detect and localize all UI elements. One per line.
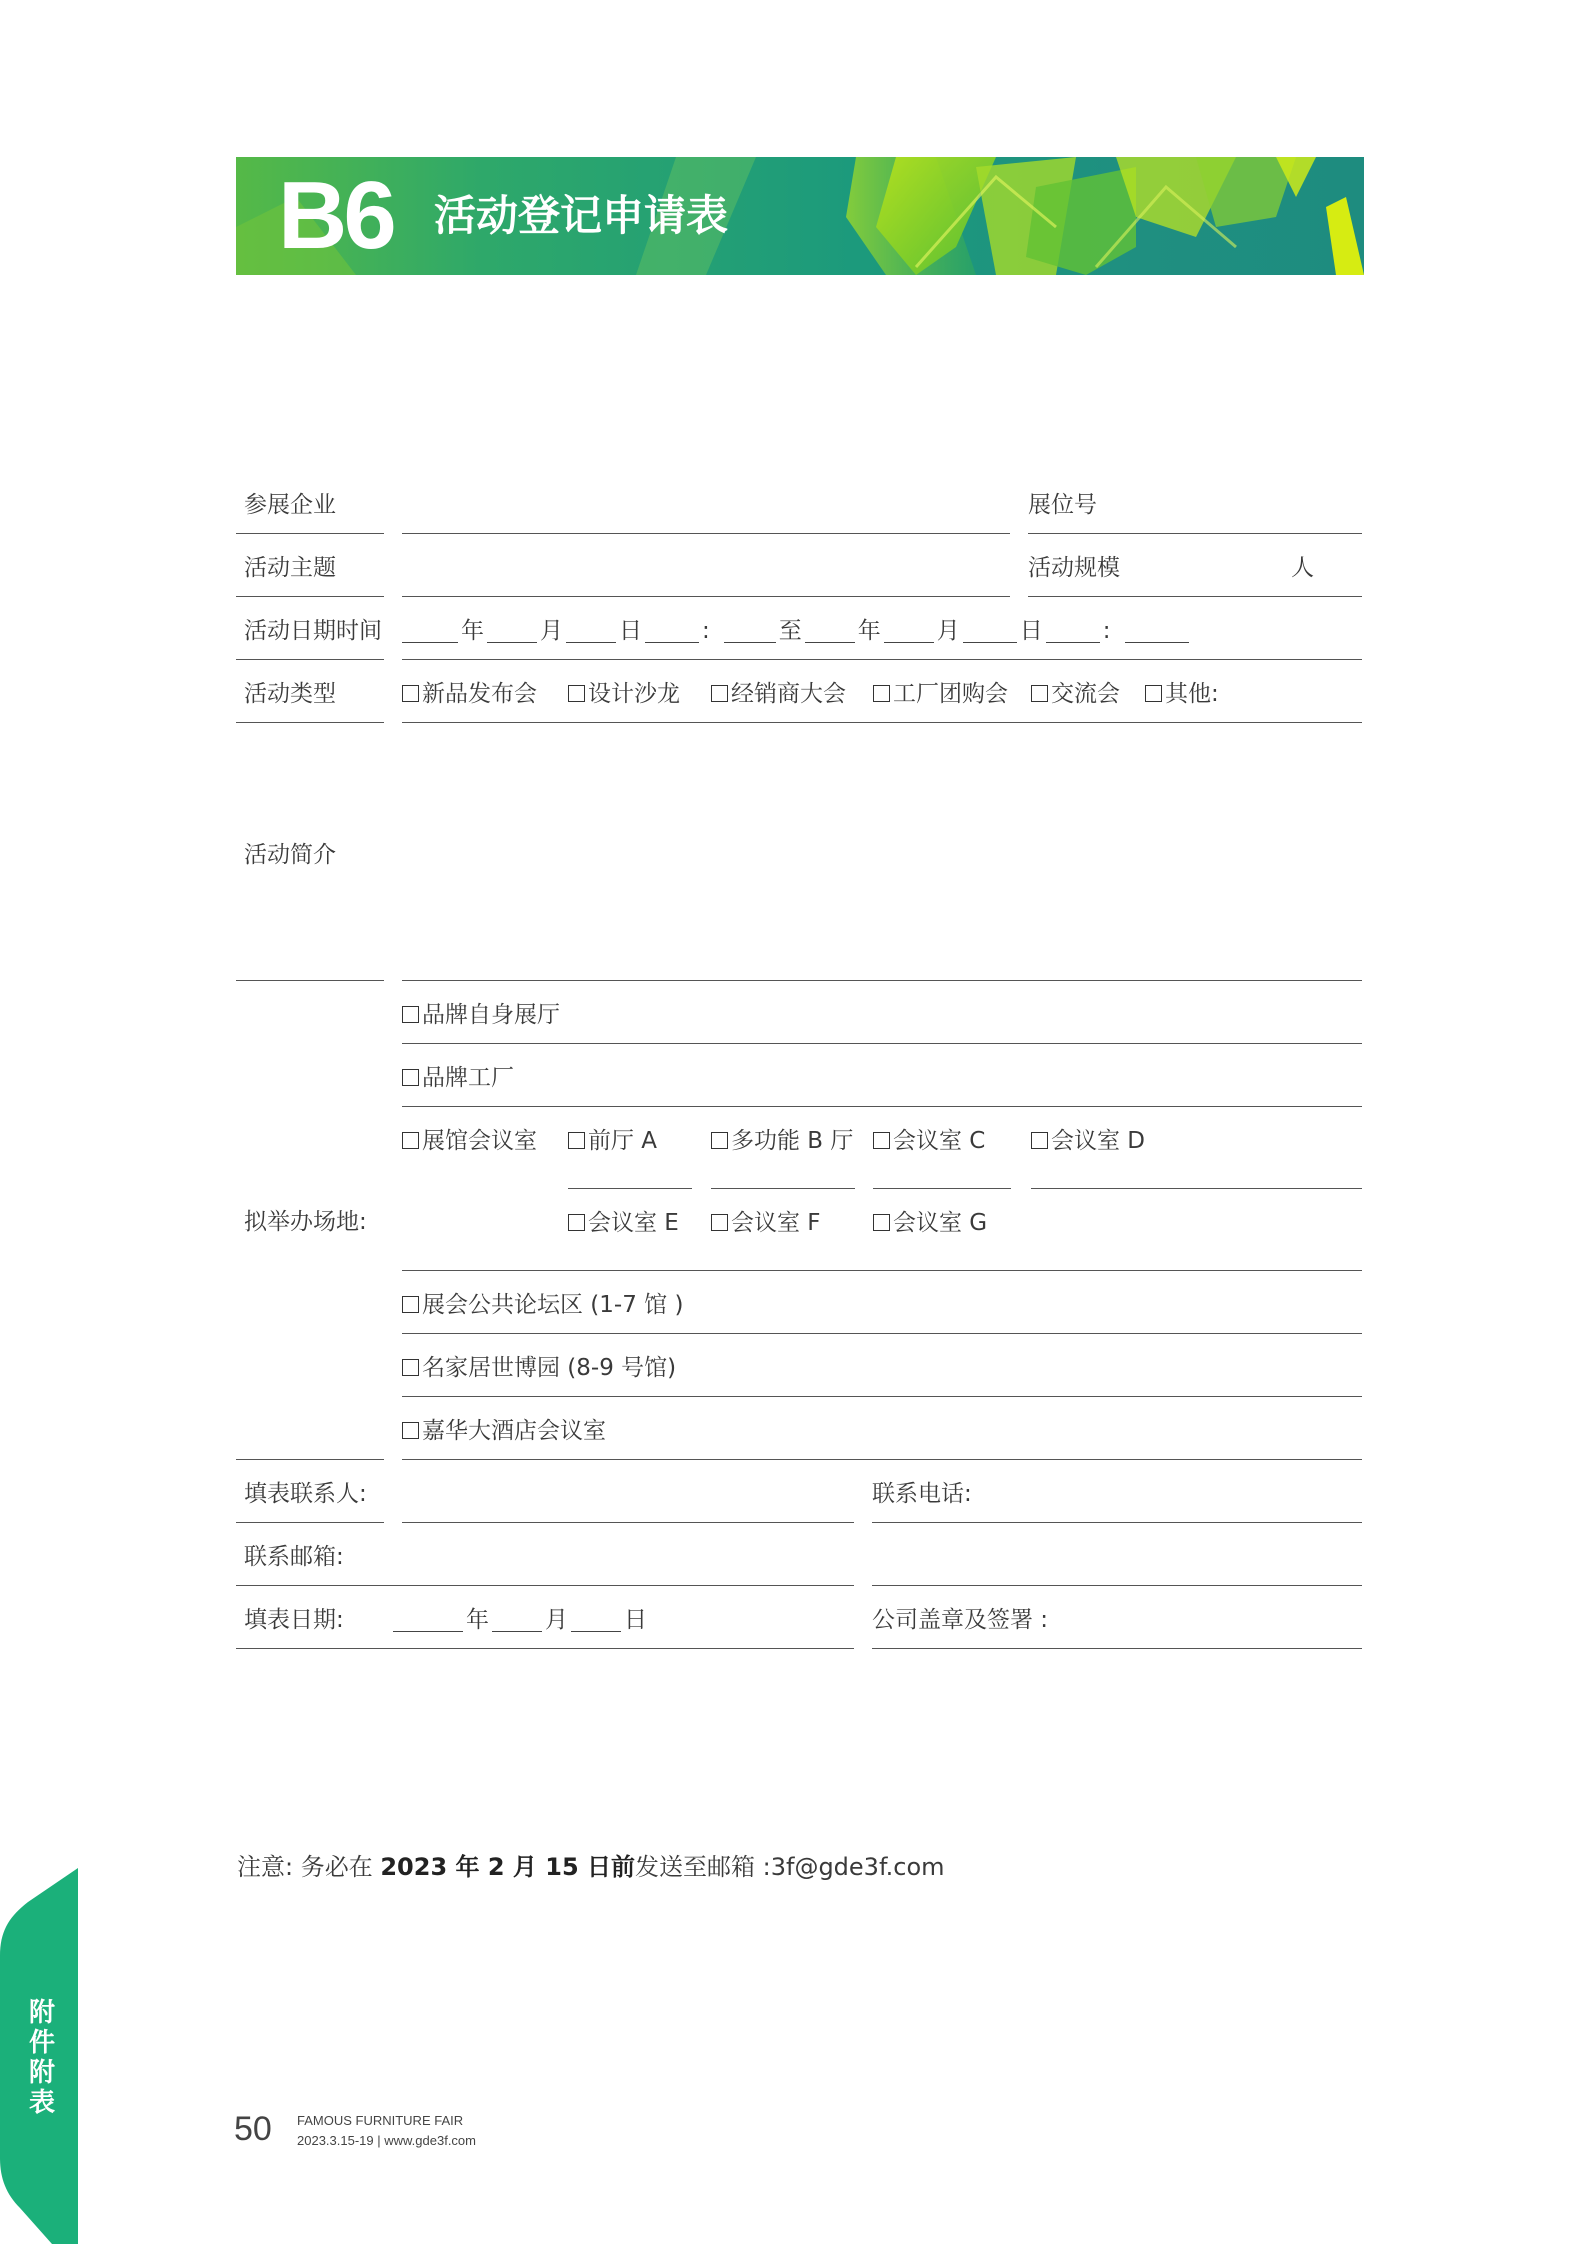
divider [402, 722, 1362, 723]
submission-notice [237, 1855, 945, 1879]
banner-decoration [236, 157, 1364, 275]
checkbox[interactable] [402, 685, 419, 702]
fill-year-blank[interactable] [393, 1611, 463, 1632]
phone-field[interactable] [872, 1522, 1362, 1523]
start-month-blank[interactable] [487, 622, 537, 643]
checkbox[interactable] [568, 1214, 585, 1231]
checkbox[interactable] [402, 1422, 419, 1439]
fair-info: 2023.3.15-19 | www.gde3f.com [297, 2133, 476, 2148]
theme-label: 活动主题 [244, 555, 336, 581]
checkbox[interactable] [568, 685, 585, 702]
fill-month-unit: 月 [545, 1607, 568, 1633]
room-multi-b[interactable]: 多功能 B 厅 [711, 1130, 853, 1153]
contact-field[interactable] [402, 1522, 854, 1523]
page-title: 活动登记申请表 [434, 191, 729, 240]
venue-label: 拟举办场地: [244, 1209, 367, 1235]
fill-month-blank[interactable] [492, 1611, 542, 1632]
checkbox[interactable] [711, 1132, 728, 1149]
datetime-label: 活动日期时间 [244, 618, 382, 644]
divider [711, 1188, 855, 1189]
theme-field[interactable] [402, 596, 1010, 597]
venue-expo-park[interactable]: 名家居世博园 (8-9 号馆) [402, 1357, 676, 1380]
contact-label: 填表联系人: [244, 1481, 367, 1507]
checkbox[interactable] [873, 1214, 890, 1231]
email-field[interactable] [236, 1585, 854, 1586]
room-f[interactable]: 会议室 F [711, 1212, 821, 1235]
end-hour-blank[interactable] [1046, 622, 1100, 643]
end-month-blank[interactable] [884, 622, 934, 643]
end-year-blank[interactable] [805, 622, 855, 643]
checkbox[interactable] [1031, 1132, 1048, 1149]
checkbox[interactable] [873, 685, 890, 702]
divider [873, 1188, 1011, 1189]
scale-unit: 人 [1291, 555, 1314, 581]
checkbox[interactable] [568, 1132, 585, 1149]
end-day-unit: 日 [1019, 618, 1043, 644]
fill-year-unit: 年 [466, 1607, 489, 1633]
divider [402, 1396, 1362, 1397]
divider [402, 1333, 1362, 1334]
end-year-unit: 年 [857, 618, 881, 644]
venue-exhibition-room[interactable]: 展馆会议室 [402, 1130, 537, 1153]
type-option-exchange[interactable]: 交流会 [1031, 683, 1120, 706]
checkbox[interactable] [402, 1359, 419, 1376]
end-month-unit: 月 [936, 618, 960, 644]
divider [236, 1459, 384, 1460]
venue-own-hall[interactable]: 品牌自身展厅 [402, 1004, 560, 1027]
start-day-unit: 日 [619, 618, 642, 644]
divider [872, 1585, 1362, 1586]
booth-field[interactable] [1028, 533, 1362, 534]
end-time-colon: : [1102, 618, 1111, 644]
divider [402, 1270, 1362, 1271]
section-code: B6 [278, 162, 393, 269]
email-label: 联系邮箱: [244, 1544, 344, 1570]
divider [402, 1043, 1362, 1044]
datetime-field[interactable] [402, 620, 1192, 643]
scale-label: 活动规模 [1028, 555, 1120, 581]
notice-deadline: 2023 年 2 月 15 日前 [380, 1853, 636, 1881]
checkbox[interactable] [711, 685, 728, 702]
room-d[interactable]: 会议室 D [1031, 1130, 1145, 1153]
type-option-dealer[interactable]: 经销商大会 [711, 683, 846, 706]
venue-forum[interactable]: 展会公共论坛区 (1-7 馆 ) [402, 1294, 683, 1317]
seal-label: 公司盖章及签署 : [872, 1607, 1049, 1633]
venue-hotel[interactable]: 嘉华大酒店会议室 [402, 1420, 606, 1443]
page-number: 50 [234, 2110, 272, 2148]
fill-day-blank[interactable] [571, 1611, 621, 1632]
divider [236, 533, 384, 534]
checkbox[interactable] [1031, 685, 1048, 702]
start-year-unit: 年 [461, 618, 484, 644]
divider [402, 659, 1362, 660]
type-option-launch[interactable]: 新品发布会 [402, 683, 537, 706]
start-hour-blank[interactable] [645, 622, 699, 643]
checkbox[interactable] [402, 1132, 419, 1149]
start-time-colon: : [702, 618, 710, 644]
end-day-blank[interactable] [963, 622, 1017, 643]
fair-name: FAMOUS FURNITURE FAIR [297, 2113, 464, 2128]
header-banner [236, 157, 1364, 275]
divider [402, 1459, 1362, 1460]
end-minute-blank[interactable] [1125, 622, 1189, 643]
fill-day-unit: 日 [624, 1607, 647, 1633]
date-label: 填表日期: [244, 1607, 344, 1633]
type-option-other[interactable]: 其他: [1145, 683, 1219, 706]
divider [236, 1522, 384, 1523]
type-option-factory-group[interactable]: 工厂团购会 [873, 683, 1008, 706]
room-e[interactable]: 会议室 E [568, 1212, 679, 1235]
divider [236, 1648, 854, 1649]
divider [568, 1188, 692, 1189]
to-label: 至 [778, 618, 802, 644]
intro-field[interactable] [402, 980, 1362, 981]
start-year-blank[interactable] [402, 622, 458, 643]
divider [236, 722, 384, 723]
type-label: 活动类型 [244, 681, 336, 707]
side-tab-label: 附件附表 [28, 1998, 55, 2118]
checkbox[interactable] [402, 1069, 419, 1086]
notice-suffix: 发送至邮箱 :3f@gde3f.com [635, 1853, 945, 1881]
divider [402, 1106, 1362, 1107]
start-month-unit: 月 [540, 618, 563, 644]
booth-label: 展位号 [1028, 492, 1097, 518]
room-c[interactable]: 会议室 C [873, 1130, 985, 1153]
divider [236, 596, 384, 597]
divider [236, 659, 384, 660]
checkbox[interactable] [402, 1296, 419, 1313]
venue-factory[interactable]: 品牌工厂 [402, 1067, 514, 1090]
checkbox[interactable] [873, 1132, 890, 1149]
company-label: 参展企业 [244, 492, 336, 518]
start-minute-blank[interactable] [724, 622, 776, 643]
checkbox[interactable] [711, 1214, 728, 1231]
checkbox[interactable] [1145, 685, 1162, 702]
type-option-salon[interactable]: 设计沙龙 [568, 683, 680, 706]
fill-date-field[interactable] [393, 1609, 647, 1632]
start-day-blank[interactable] [566, 622, 616, 643]
company-field[interactable] [402, 533, 1010, 534]
room-g[interactable]: 会议室 G [873, 1212, 987, 1235]
intro-label: 活动简介 [244, 842, 336, 868]
seal-field[interactable] [872, 1648, 1362, 1649]
room-front-hall-a[interactable]: 前厅 A [568, 1130, 657, 1153]
divider [1031, 1188, 1362, 1189]
scale-field[interactable] [1028, 596, 1362, 597]
checkbox[interactable] [402, 1006, 419, 1023]
phone-label: 联系电话: [872, 1481, 972, 1507]
notice-prefix: 注意: 务必在 [237, 1853, 381, 1881]
divider [236, 980, 384, 981]
